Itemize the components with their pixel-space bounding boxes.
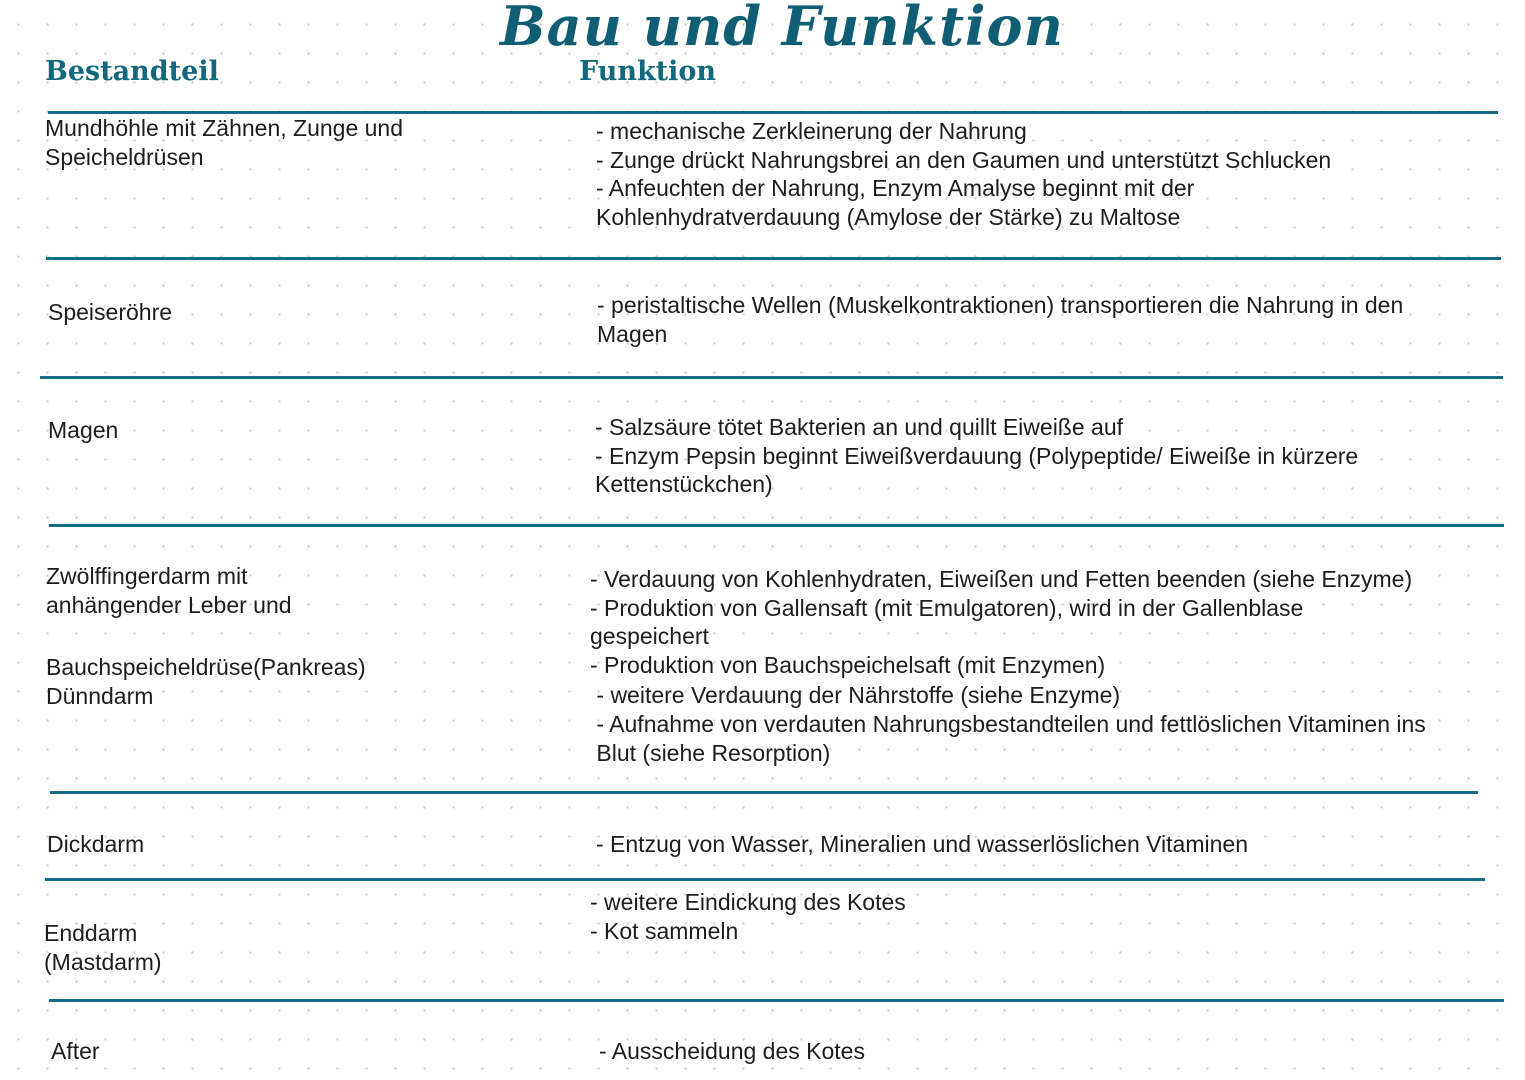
table-row-function	[597, 291, 1403, 348]
divider-rule	[40, 376, 1503, 379]
function-line: - Enzym Pepsin beginnt Eiweißverdauung (Polypeptide/ Eiweiße in kürzere	[595, 442, 1359, 469]
divider-rule	[45, 878, 1485, 881]
part-line	[46, 619, 366, 653]
part-line: (Mastdarm)	[44, 948, 162, 975]
part-line: Enddarm	[44, 920, 138, 946]
function-line: Magen	[597, 320, 668, 347]
table-row-part	[47, 830, 144, 859]
table-row-function	[595, 413, 1358, 499]
part-line: Mundhöhle mit Zähnen, Zunge und	[45, 115, 404, 141]
table-row-part	[44, 919, 162, 976]
divider-rule	[49, 999, 1504, 1002]
function-line: - Zunge drückt Nahrungsbrei an den Gaumen und unterstützt Schlucken	[596, 146, 1332, 173]
function-line: - Ausscheidung des Kotes	[599, 1038, 865, 1064]
divider-rule	[46, 257, 1501, 260]
function-line: - mechanische Zerkleinerung der Nahrung	[596, 118, 1027, 144]
table-row-part	[46, 562, 366, 710]
column-header-part: Bestandteil	[45, 56, 219, 87]
table-row-function	[596, 117, 1331, 231]
part-line: Zwölffingerdarm mit	[46, 563, 248, 589]
function-line: - Entzug von Wasser, Mineralien und wasserlöslichen Vitaminen	[596, 831, 1248, 857]
part-line: Dünndarm	[46, 682, 154, 709]
part-line: anhängender Leber und	[46, 591, 292, 618]
table-row-function	[590, 888, 906, 945]
function-line: - peristaltische Wellen (Muskelkontraktionen) transportieren die Nahrung in den	[597, 292, 1404, 318]
function-line: gespeichert	[590, 623, 709, 650]
function-line: - Anfeuchten der Nahrung, Enzym Amalyse beginnt mit der	[596, 175, 1195, 202]
part-line: Speiseröhre	[48, 299, 173, 325]
function-line: - Produktion von Bauchspeichelsaft (mit Enzymen)	[590, 651, 1106, 678]
column-header-function: Funktion	[579, 56, 717, 87]
table-row-part	[51, 1037, 100, 1066]
function-line: - weitere Verdauung der Nährstoffe (siehe Enzyme)	[590, 682, 1121, 709]
function-line: - Produktion von Gallensaft (mit Emulgatoren), wird in der Gallenblase	[590, 594, 1304, 621]
part-line: Bauchspeicheldrüse(Pankreas)	[46, 654, 366, 681]
function-line: - weitere Eindickung des Kotes	[590, 889, 906, 915]
function-line: - Aufnahme von verdauten Nahrungsbestandteilen und fettlöslichen Vitaminen ins	[590, 710, 1426, 737]
table-row-part	[48, 416, 118, 445]
function-line: - Salzsäure tötet Bakterien an und quillt Eiweiße auf	[595, 414, 1124, 440]
table-row-function	[590, 565, 1426, 767]
table-row-function	[599, 1037, 865, 1066]
function-line: Kohlenhydratverdauung (Amylose der Stärke) zu Maltose	[596, 203, 1181, 230]
table-row-part	[45, 114, 403, 171]
table-row-function	[596, 830, 1248, 859]
divider-rule	[49, 524, 1504, 527]
function-line: Kettenstückchen)	[595, 471, 773, 498]
page-title: Bau und Funktion	[500, 0, 1064, 58]
part-line: Speicheldrüsen	[45, 143, 204, 170]
part-line: Magen	[48, 417, 119, 443]
part-line: Dickdarm	[47, 831, 145, 857]
divider-rule	[50, 791, 1478, 794]
table-row-part	[48, 298, 172, 327]
function-line: Blut (siehe Resorption)	[590, 739, 831, 766]
part-line: After	[51, 1038, 100, 1064]
function-line: - Verdauung von Kohlenhydraten, Eiweißen und Fetten beenden (siehe Enzyme)	[590, 566, 1413, 592]
function-line: - Kot sammeln	[590, 917, 739, 944]
